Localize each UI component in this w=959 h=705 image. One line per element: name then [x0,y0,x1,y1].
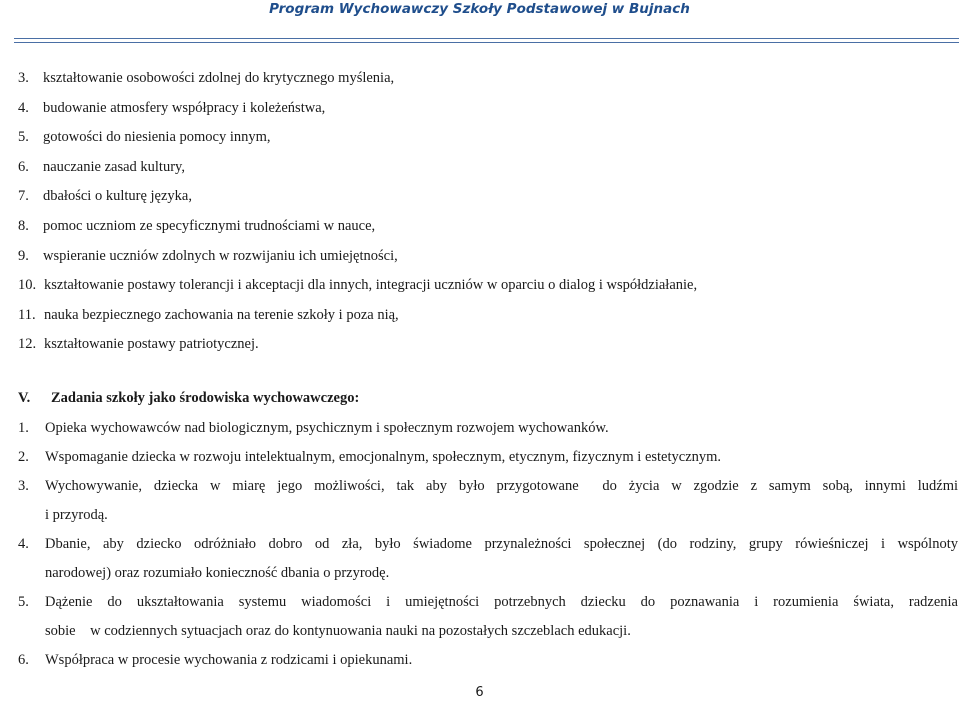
text-line: sobie w codziennych sytuacjach oraz do kontynuowania nauki na pozostałych szczeblach edukacji. [45,623,631,639]
text-line: i przyrodą. [45,507,108,523]
list-item-number: 9. [18,247,29,264]
list-item-text: kształtowanie postawy patriotycznej. [44,336,259,353]
list-item [18,212,948,242]
list-item-text [45,530,958,588]
header-rule-top [14,38,959,39]
text-line: Dążenie do ukształtowania systemu wiadomości i umiejętności potrzebnych dziecku do poznawania i rozumienia świata, radzenia [45,594,958,610]
list-item-number: 6. [18,158,29,175]
page-number: 6 [475,685,484,700]
list-item [18,414,958,443]
list-item-number: 3. [18,478,29,494]
list-item-number: 5. [18,594,29,610]
list-item-number: 10. [18,277,37,294]
text-line: narodowej) oraz rozumiało konieczność dbania o przyrodę. [45,565,390,581]
list-item [18,530,958,588]
list-item [18,443,958,472]
list-item-text: kształtowanie osobowości zdolnej do krytycznego myślenia, [43,70,395,86]
list-item-text: kształtowanie postawy tolerancji i akceptacji dla innych, integracji uczniów w oparciu o dialog i współdziałanie, [44,277,698,294]
list-item [18,271,948,301]
list-item-number: 6. [18,652,29,668]
list-item-text: nauka bezpiecznego zachowania na terenie szkoły i poza nią, [44,306,399,323]
list-item-text: wspieranie uczniów zdolnych w rozwijaniu ich umiejętności, [43,247,398,264]
header-rule-bottom [14,42,959,43]
list-item-text: nauczanie zasad kultury, [43,158,185,175]
list-item-text [45,588,958,646]
list-item [18,94,948,124]
list-item-number: 12. [18,336,37,353]
list-item-number: 2. [18,449,29,465]
text-line: Dbanie, aby dziecko odróżniało dobro od zła, było świadome przynależności społecznej (do rodziny, grupy rówieśniczej i wspólnoty [45,536,958,552]
text-line: Współpraca w procesie wychowania z rodzicami i opiekunami. [45,652,413,668]
list-item [18,330,948,360]
list-item [18,472,958,530]
list-item [18,588,958,646]
list-item-text: dbałości o kulturę języka, [43,188,192,205]
list-item [18,182,948,212]
list-item-text [45,472,958,530]
list-item-text: budowanie atmosfery współpracy i koleżeństwa, [43,99,326,116]
header-title: Program Wychowawczy Szkoły Podstawowej w Bujnach [269,1,690,17]
list-item [18,153,948,183]
list-item-text [45,414,958,443]
list-item [18,646,958,675]
list-item-number: 8. [18,217,29,234]
list-item [18,64,948,94]
list-item-number: 4. [18,99,29,116]
list-item-number: 7. [18,188,29,205]
list-item-number: 1. [18,420,29,436]
list-item [18,301,948,331]
list-item-text [45,646,958,675]
list-item-number: 5. [18,129,29,146]
list-item-text [45,443,958,472]
list-item-number: 11. [18,306,36,323]
list-item [18,242,948,272]
page-header [0,0,959,29]
section-heading [18,384,359,412]
list-item [18,123,948,153]
text-line: Wspomaganie dziecka w rozwoju intelektualnym, emocjonalnym, społecznym, etycznym, fizycznym i estetycznym. [45,449,722,465]
text-line: Opieka wychowawców nad biologicznym, psychicznym i społecznym rozwojem wychowanków. [45,420,609,436]
list-item-number: 3. [18,70,29,86]
section-number: V. [18,390,31,406]
section-title: Zadania szkoły jako środowiska wychowawczego: [51,390,360,406]
list-item-number: 4. [18,536,29,552]
text-line: Wychowywanie, dziecka w miarę jego możliwości, tak aby było przygotowane do życia w zgodzie z samym sobą, innymi ludźmi [45,478,958,494]
list-item-text: pomoc uczniom ze specyficznymi trudnościami w nauce, [43,217,376,234]
tasks-list [18,414,958,675]
goals-list [18,64,948,360]
list-item-text: gotowości do niesienia pomocy innym, [43,129,271,146]
